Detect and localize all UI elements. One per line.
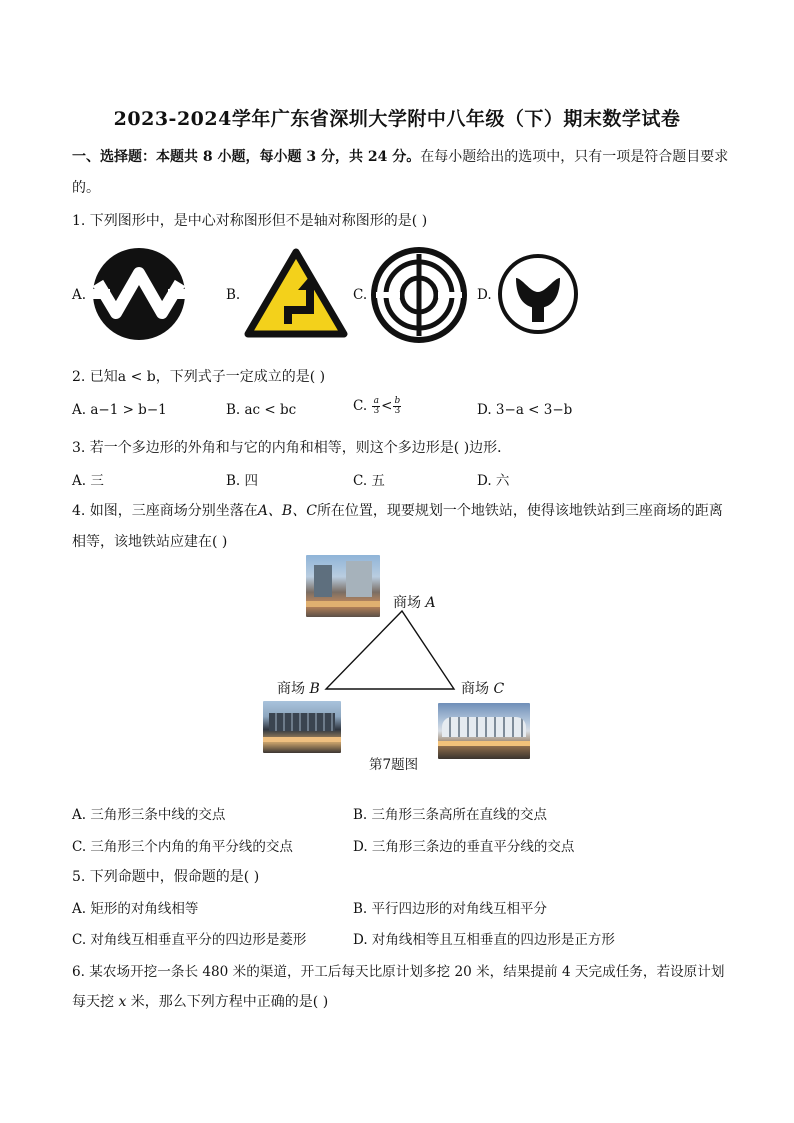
q2-option-d: D. 3−a < 3−b — [477, 402, 573, 418]
paper-title: 2023-2024学年广东省深圳大学附中八年级（下）期末数学试卷 — [113, 108, 681, 130]
q2-option-c — [353, 397, 402, 416]
q6-text-var: x — [118, 994, 127, 1010]
q5-option-a: A. 矩形的对角线相等 — [72, 901, 199, 917]
q6-text-pre: 每天挖 — [72, 994, 119, 1010]
section-instructions — [72, 146, 728, 166]
mall-b-var: B — [309, 681, 320, 697]
q3-option-b: B. 四 — [226, 473, 259, 489]
q1-option-d-label: D. — [477, 287, 492, 303]
question-4-text-line2: 相等，该地铁站应建在( ) — [72, 534, 228, 550]
fraction-a-over-3 — [372, 397, 380, 416]
question-2-text: 2. 已知a < b，下列式子一定成立的是( ) — [72, 369, 326, 385]
fraction-b-over-3 — [393, 397, 401, 416]
fraction-numerator: a — [373, 396, 379, 406]
q5-option-b: B. 平行四边形的对角线互相平分 — [353, 901, 548, 917]
mall-c-text: 商场 — [461, 681, 489, 697]
q1-option-b-icon — [244, 248, 348, 338]
question-3-text: 3. 若一个多边形的外角和与它的内角和相等，则这个多边形是( )边形． — [72, 440, 512, 456]
question-4-text-line1 — [72, 500, 723, 520]
q1-option-c-icon — [370, 246, 468, 344]
q2-option-c-prefix: C. — [353, 398, 368, 414]
label-mall-c — [461, 678, 504, 698]
mall-b-text: 商场 — [277, 681, 305, 697]
q4-option-a: A. 三角形三条中线的交点 — [72, 807, 226, 823]
q1-option-b-label: B. — [226, 287, 241, 303]
mall-c-photo — [438, 703, 530, 759]
fraction-denominator: 3 — [373, 406, 380, 416]
q5-option-d: D. 对角线相等且互相垂直的四边形是正方形 — [353, 932, 615, 948]
section-rest-line1: 在每小题给出的选项中，只有一项是符合题目要求 — [420, 149, 729, 165]
triangle-abc — [320, 605, 460, 695]
mall-a-var: A — [425, 595, 436, 611]
fraction-numerator: b — [394, 396, 401, 406]
label-mall-b — [277, 678, 320, 698]
q4-text-post: 所在位置，现要规划一个地铁站，使得该地铁站到三座商场的距离 — [316, 503, 723, 519]
q1-option-c-label: C. — [353, 287, 368, 303]
question-1-text: 1. 下列图形中，是中心对称图形但不是轴对称图形的是( ) — [72, 213, 428, 229]
q1-option-a-label: A. — [72, 287, 87, 303]
q4-text-vars: A、B、C — [257, 503, 317, 519]
q2-option-b: B. ac < bc — [226, 402, 297, 418]
less-than-sign: < — [381, 398, 393, 414]
q1-option-d-icon — [496, 252, 580, 336]
mall-c-var: C — [493, 681, 505, 697]
q4-option-d: D. 三角形三条边的垂直平分线的交点 — [353, 839, 575, 855]
q3-option-d: D. 六 — [477, 473, 510, 489]
section-prefix: 一、选择题： — [72, 149, 156, 165]
q1-option-a-icon — [88, 243, 190, 345]
section-bold-text: 本题共 8 小题，每小题 3 分，共 24 分。 — [156, 149, 421, 165]
q4-text-pre: 4. 如图，三座商场分别坐落在 — [72, 503, 258, 519]
question-6-text-line2 — [72, 991, 328, 1011]
figure-caption: 第7题图 — [369, 757, 419, 773]
q6-text-post: 米，那么下列方程中正确的是( ) — [126, 994, 329, 1010]
question-6-text-line1: 6. 某农场开挖一条长 480 米的渠道，开工后每天比原计划多挖 20 米，结果提前 4 天完成任务，若设原计划 — [72, 964, 725, 980]
q2-option-a: A. a−1 > b−1 — [72, 402, 167, 418]
section-rest-line2: 的。 — [72, 180, 100, 196]
mall-b-photo — [263, 701, 341, 753]
q5-option-c: C. 对角线互相垂直平分的四边形是菱形 — [72, 932, 307, 948]
q3-option-c: C. 五 — [353, 473, 385, 489]
q4-option-b: B. 三角形三条高所在直线的交点 — [353, 807, 548, 823]
mall-a-text: 商场 — [393, 595, 421, 611]
fraction-denominator: 3 — [394, 406, 401, 416]
question-5-text: 5. 下列命题中，假命题的是( ) — [72, 869, 260, 885]
q3-option-a: A. 三 — [72, 473, 104, 489]
q4-option-c: C. 三角形三个内角的角平分线的交点 — [72, 839, 293, 855]
